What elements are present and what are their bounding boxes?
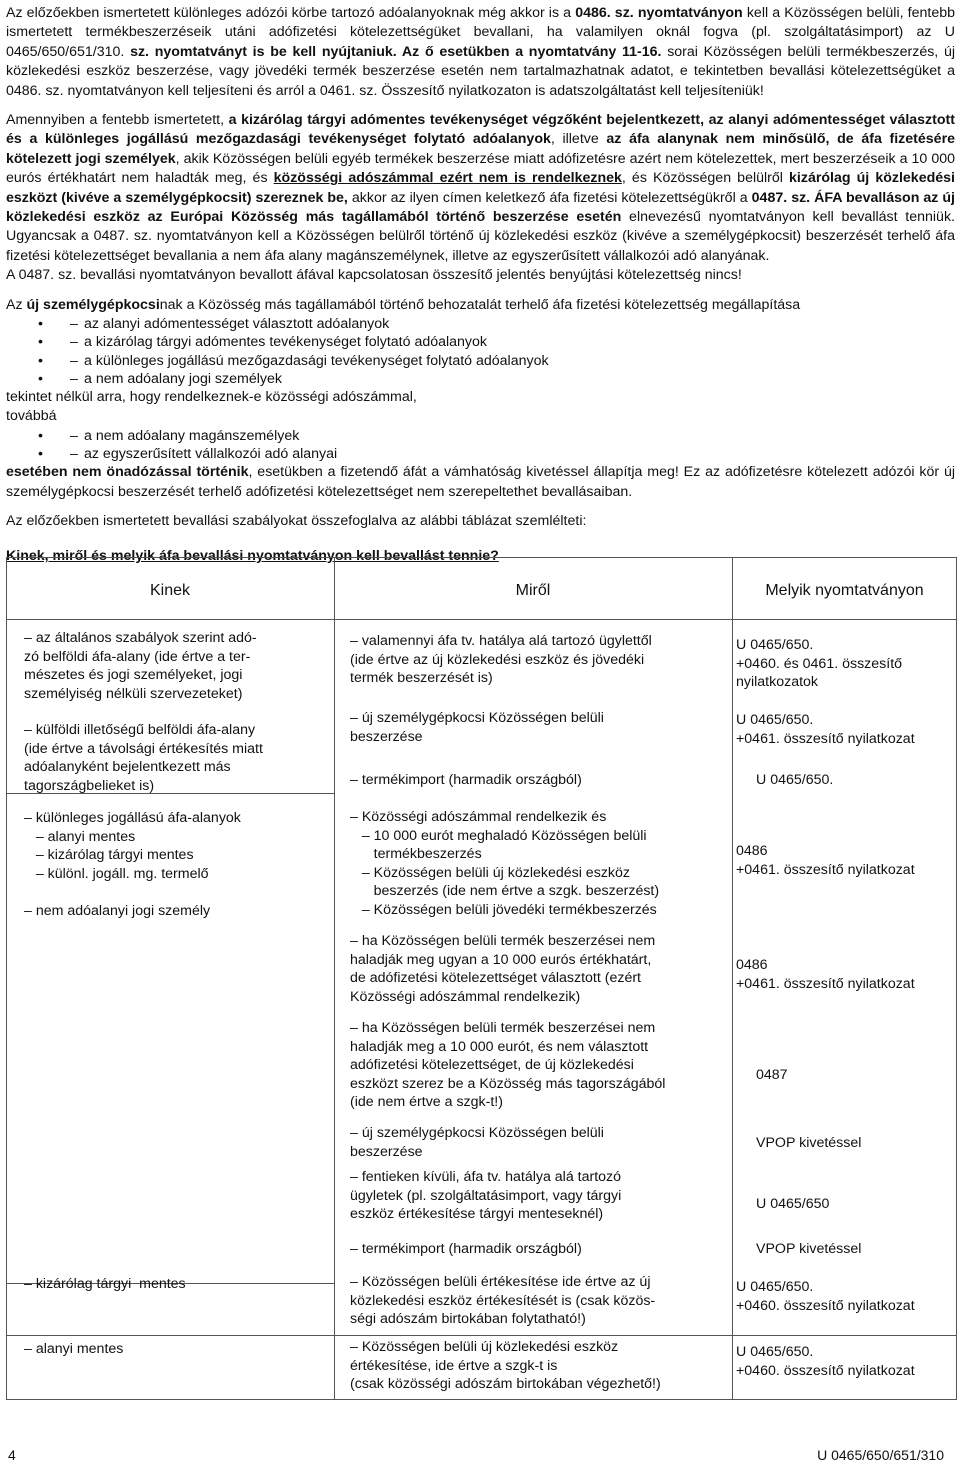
column-header-kinek: Kinek: [149, 582, 191, 599]
nyomtatvany-cell: 0487: [756, 1067, 788, 1083]
bullet-list-1: [6, 315, 955, 388]
list-item: • – az egyszerűsített vállalkozói adó alanyai: [38, 445, 338, 462]
document-body: [6, 4, 955, 566]
list-item: • – a különleges jogállású mezőgazdasági tevékenységet folytató adóalanyok: [38, 352, 549, 369]
mirol-cell: – új személygépkocsi Közösségen belüli beszerzése: [350, 710, 604, 745]
mirol-cell: – új személygépkocsi Közösségen belüli beszerzése: [350, 1125, 604, 1160]
column-header-nyomtatvany: Melyik nyomtatványon: [765, 582, 924, 599]
bullet-list-2: [6, 427, 955, 463]
kinek-cell: – az általános szabályok szerint adó- zó belföldi áfa-alany (ide értve a ter- mészetes és jogi személyeket, jogi személyiség nélküli szervezeteket): [24, 630, 257, 702]
mirol-cell: – ha Közösségen belüli termék beszerzései nem haladják meg ugyan a 10 000 eurós értékhatárt, de adófizetési kötelezettséget választott (ezért Közösségi adószámmal rendelkezik): [350, 933, 656, 1005]
mirol-cell: – Közösségi adószámmal rendelkezik és – 10 000 eurót meghaladó Közösségen belüli termékbeszerzés – Közösségen belüli új közlekedési eszköz beszerzés (ide nem értve a szgk. beszerzést) – Közösségen belüli jövedéki termékbeszerzés: [350, 809, 660, 918]
intro-paragraph-3: A 0487. sz. bevallási nyomtatványon bevallott áfával kapcsolatosan összesítő jelentés benyújtási kötelezettség nincs!: [6, 267, 742, 284]
list-item: • – a nem adóalany jogi személyek: [38, 370, 282, 387]
table-heading: Kinek, miről és melyik áfa bevallási nyomtatványon kell bevallást tennie?: [6, 548, 499, 565]
list-item: • – a nem adóalany magánszemélyek: [38, 427, 300, 444]
mirol-cell: – valamennyi áfa tv. hatálya alá tartozó ügylettől (ide értve az új közlekedési eszköz és jövedéki termék beszerzését is): [350, 633, 652, 687]
kinek-cell: – nem adóalanyi jogi személy: [24, 903, 211, 919]
mirol-cell: – termékimport (harmadik országból): [350, 772, 582, 788]
intro-paragraph-5: esetében nem önadózással történik, esetükben a fizetendő áfát a vámhatóság kivetéssel állapítja meg! Ez az adófizetésre kötelezett adózói kör új személygépkocsi beszerzését terhelő adófizetési kötelezettséget nem szerepeltethet bevallásaiban.: [6, 464, 956, 500]
nyomtatvany-cell: 0486 +0461. összesítő nyilatkozat: [736, 957, 915, 992]
mirol-cell: – fentieken kívüli, áfa tv. hatálya alá tartozó ügyletek (pl. szolgáltatásimport, vagy tárgyi eszköz értékesítése tárgyi menteseknél): [350, 1169, 622, 1223]
nyomtatvany-cell: U 0465/650. +0461. összesítő nyilatkozat: [736, 712, 915, 747]
mirol-cell: – ha Közösségen belüli termék beszerzései nem haladják meg a 10 000 eurót, és nem választott adófizetési kötelezettséget, de új közlekedési eszközt szerez be a Közösség más tagországából (ide nem értve a szgk-t!): [350, 1020, 666, 1111]
form-code: U 0465/650/651/310: [817, 1447, 944, 1463]
intro-paragraph-6: Az előzőekben ismertetett bevallási szabályokat összefoglalva az alábbi táblázat szemlélteti:: [6, 512, 587, 529]
nyomtatvany-cell: 0486 +0461. összesítő nyilatkozat: [736, 843, 915, 878]
intro-paragraph-1: Az előzőekben ismertetett különleges adózói körbe tartozó adóalanyoknak még akkor is a 0486. sz. nyomtatványon kell a Közösségen belüli, fentebb ismertetett termékbeszerzéseik utáni adófizetési kötelezettségüket bevallani, ha valamilyen oknál fogva (pl. szolgáltatásimport) az U 0465/650/651/310. sz. nyomtatványt is be kell nyújtaniuk. Az ő esetükben a nyomtatvány 11-16. sorai Közösségen belüli termékbeszerzés, új közlekedési eszköz beszerzése, vagy jövedéki termék beszerzése esetén nem tartalmazhatnak adatot, e tekintetben bevallási kötelezettségüket a 0486. sz. nyomtatványon kell teljesíteni és arról a 0461. sz. Összesítő nyilatkozaton is adatszolgáltatást kell teljesíteniük!: [6, 5, 956, 99]
mirol-cell: – Közösségen belüli új közlekedési eszköz értékesítése, ide értve a szgk-t is (csak közösségi adószám birtokában végezhető!): [350, 1339, 661, 1393]
mirol-cell: – Közösségen belüli értékesítése ide értve az új közlekedési eszköz értékesítését is (csak közös- ségi adószám birtokában folytatható!): [350, 1274, 656, 1328]
mirol-cell: – termékimport (harmadik országból): [350, 1241, 582, 1257]
nyomtatvany-cell: VPOP kivetéssel: [756, 1241, 862, 1257]
intro-paragraph-4: Az új személygépkocsinak a Közösség más tagállamából történő behozatalát terhelő áfa fizetési kötelezettség megállapítása: [6, 296, 801, 313]
summary-table: [6, 557, 957, 1400]
text-line: tekintet nélkül arra, hogy rendelkeznek-e közösségi adószámmal,: [6, 388, 417, 405]
column-header-mirol: Miről: [515, 582, 551, 599]
nyomtatvany-cell: U 0465/650. +0460. összesítő nyilatkozat: [736, 1344, 915, 1379]
nyomtatvany-cell: VPOP kivetéssel: [756, 1135, 862, 1151]
kinek-cell: – külföldi illetőségű belföldi áfa-alany (ide értve a távolsági értékesítés miatt adóalanyként bejelentkezett más tagországbelieket is): [24, 722, 263, 794]
kinek-cell: – kizárólag tárgyi mentes: [24, 1276, 186, 1292]
list-item: • – a kizárólag tárgyi adómentes tevékenységet folytató adóalanyok: [38, 334, 488, 351]
kinek-cell: – alanyi mentes: [24, 1341, 124, 1357]
kinek-cell: – különleges jogállású áfa-alanyok – alanyi mentes – kizárólag tárgyi mentes – különl. jogáll. mg. termelő: [24, 810, 241, 882]
intro-paragraph-2: Amennyiben a fentebb ismertetett, a kizárólag tárgyi adómentes tevékenységet végzőként bejelentkezett, az alanyi adómentességet választott és a különleges jogállású mezőgazdasági tevékenységet folytató adóalanyok, illetve az áfa alanynak nem minősülő, de áfa fizetésére kötelezett jogi személyek, akik Közösségen belüli egyéb termékek beszerzése miatt adófizetésre azért nem kötelezettek, mert beszerzéseik a 10 000 eurós értékhatárt nem haladták meg, és közösségi adószámmal ezért nem is rendelkeznek, és Közösségen belülről kizárólag új közlekedési eszközt (kivéve a személygépkocsit) szereznek be, akkor az ilyen címen keletkező áfa fizetési kötelezettségükről a 0487. sz. ÁFA bevalláson az új közlekedési eszköz az Európai Közösség más tagállamából történő beszerzése esetén elnevezésű nyomtatványon kell bevallást tenniük. Ugyancsak a 0487. sz. nyomtatványon kell a Közösségen belülről történő új közlekedési eszköz (kivéve a személygépkocsit) beszerzését terhelő áfa fizetési kötelezettséget bevallania a nem áfa alany magánszemélynek, illetve az egyszerűsített vállalkozói adó alanyának.: [6, 112, 955, 264]
nyomtatvany-cell: U 0465/650: [756, 1196, 830, 1212]
nyomtatvany-cell: U 0465/650. +0460. összesítő nyilatkozat: [736, 1279, 915, 1314]
text-line: továbbá: [6, 408, 57, 425]
nyomtatvany-cell: U 0465/650. +0460. és 0461. összesítő nyilatkozatok: [736, 637, 903, 691]
list-item: • – az alanyi adómentességet választott adóalanyok: [38, 316, 390, 333]
nyomtatvany-cell: U 0465/650.: [756, 772, 834, 788]
page-number: 4: [8, 1447, 16, 1463]
